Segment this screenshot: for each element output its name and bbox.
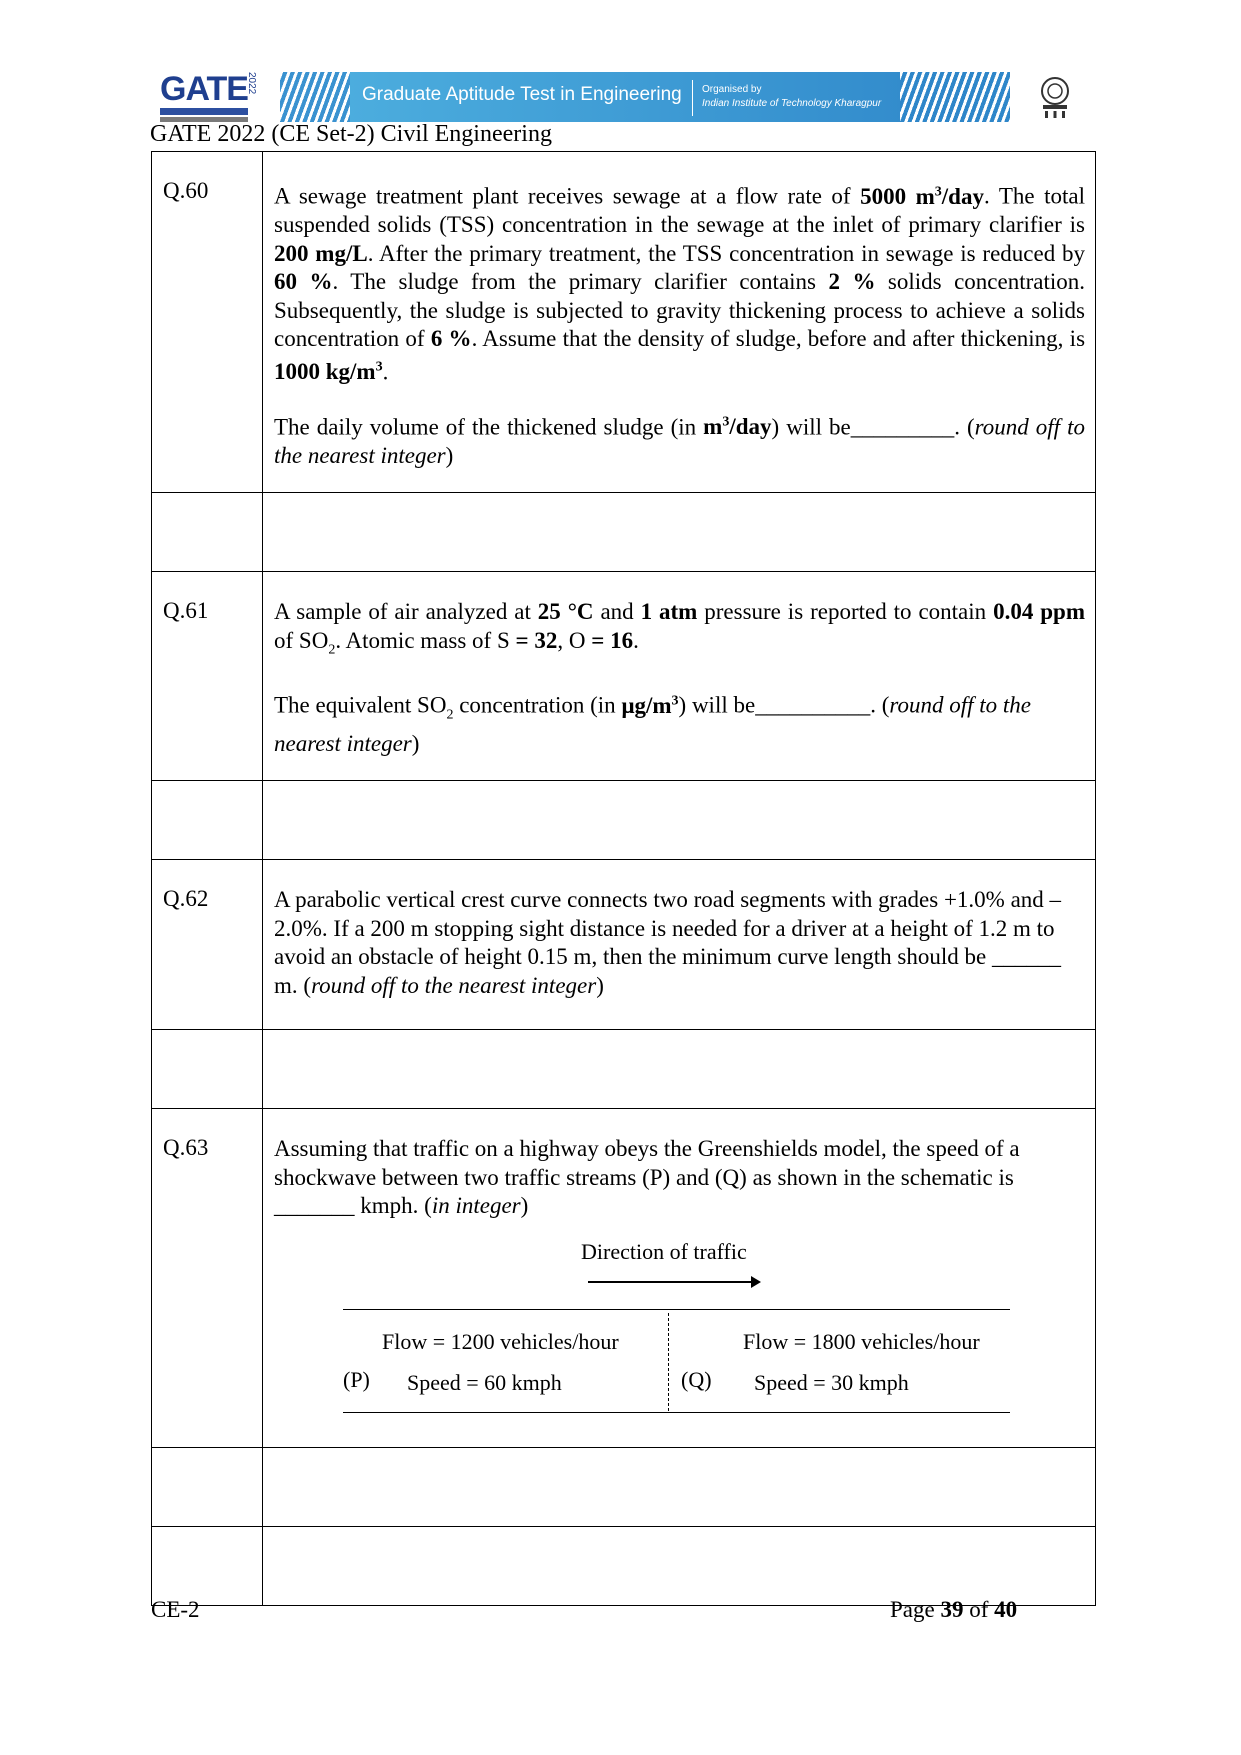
footer-left: CE-2 xyxy=(151,1597,200,1622)
question-number: Q.63 xyxy=(163,1135,209,1161)
page-total: 40 xyxy=(994,1597,1018,1622)
question-text-q62: A parabolic vertical crest curve connects two road segments with grades +1.0% and –2.0%. If a 200 m stopping sight distance is needed for a driver at a height of 1.2 m to avoid an obstacle of height 0.15 m, then the minimum curve length should be ______ m. (round off to the nearest integer) xyxy=(274,887,1062,998)
page-number: 39 xyxy=(940,1597,964,1622)
question-row-q62 xyxy=(152,860,1096,1030)
traffic-schematic xyxy=(263,1227,1095,1447)
question-row-q60 xyxy=(152,152,1096,493)
stream-p-flow: Flow = 1200 vehicles/hour xyxy=(382,1328,619,1354)
stream-q-speed: Speed = 30 kmph xyxy=(754,1369,909,1395)
question-statement: A parabolic vertical crest curve connects two road segments with grades +1.0% and –2.0%. If a 200 m stopping sight distance is needed for a driver at a height of 1.2 m to avoid an obstacle of height 0.15 m, then the minimum curve length should be ______ m. xyxy=(274,887,1062,998)
gate-logo xyxy=(160,72,255,122)
answer-blank: __________ xyxy=(755,692,871,718)
stream-q-flow: Flow = 1800 vehicles/hour xyxy=(743,1328,980,1354)
question-text-q63: Assuming that traffic on a highway obeys the Greenshields model, the speed of a shockwave between two traffic streams (P) and (Q) as shown in the schematic is _______ kmph. (in integer) xyxy=(274,1136,1020,1219)
question-row-q61 xyxy=(152,572,1096,781)
iit-emblem-icon xyxy=(1035,75,1075,120)
question-number: Q.61 xyxy=(163,598,209,624)
banner-title: Graduate Aptitude Test in Engineering xyxy=(362,84,682,105)
question-text-q61: A sample of air analyzed at 25 °C and 1 atm pressure is reported to contain 0.04 ppm of $SO_2$. Atomic mass of S = 32, O = 16. The equivalent $SO_2$ concentration (in $\mu g/m^3$) will be__________. (round off to the nearest integer) xyxy=(274,599,1085,756)
answer-row xyxy=(152,1030,1096,1109)
answer-row xyxy=(152,1526,1096,1605)
page-indicator: Page 39 of 40 xyxy=(890,1597,1018,1622)
answer-row xyxy=(152,1447,1096,1526)
organised-by: Organised by xyxy=(702,84,762,95)
question-note: in integer xyxy=(431,1193,521,1219)
stream-p-speed: Speed = 60 kmph xyxy=(407,1369,562,1395)
question-number: Q.62 xyxy=(163,886,209,912)
question-statement: Assuming that traffic on a highway obeys the Greenshields model, the speed of a shockwave between two traffic streams (P) and (Q) as shown in the schematic is _______ kmph. xyxy=(274,1136,1020,1219)
question-text-q60: A sewage treatment plant receives sewage at a flow rate of 5000 $m^3$/day. The total suspended solids (TSS) concentration in the sewage at the inlet of primary clarifier is 200 mg/L. After the primary treatment, the TSS concentration in sewage is reduced by 60 %. The sludge from the primary clarifier contains 2 % solids concentration. Subsequently, the sludge is subjected to gravity thickening process to achieve a solids concentration of 6 %. Assume that the density of sludge, before and after thickening, is 1000 $kg/m^3$. The daily volume of the thickened sludge (in $m^3/day$) will be_________. (round off to the nearest integer) xyxy=(274,183,1086,468)
road-edge-bottom xyxy=(343,1412,1010,1414)
question-note: round off to the nearest integer xyxy=(274,414,1085,468)
header-banner xyxy=(160,70,1010,125)
direction-label: Direction of traffic xyxy=(581,1238,747,1264)
answer-row xyxy=(152,493,1096,572)
question-note: round off to the nearest integer xyxy=(311,972,597,998)
gate-logo-year: 2022 xyxy=(246,72,257,95)
question-note: round off to the nearest integer xyxy=(274,692,1031,756)
question-table xyxy=(151,151,1096,1606)
banner-stripe xyxy=(280,72,1010,122)
gate-logo-text: GATE xyxy=(160,70,248,108)
answer-blank: _________ xyxy=(850,414,955,440)
stream-q-label: (Q) xyxy=(681,1366,712,1392)
shockwave-boundary xyxy=(668,1313,669,1411)
stream-p-label: (P) xyxy=(343,1366,370,1392)
direction-arrow-icon xyxy=(588,1281,758,1283)
road-edge-top xyxy=(343,1309,1010,1311)
question-number: Q.60 xyxy=(163,178,209,203)
answer-row xyxy=(152,781,1096,860)
document-title: GATE 2022 (CE Set-2) Civil Engineering xyxy=(150,121,552,147)
question-row-q63 xyxy=(152,1109,1096,1448)
organiser: Indian Institute of Technology Kharagpur xyxy=(702,98,882,109)
